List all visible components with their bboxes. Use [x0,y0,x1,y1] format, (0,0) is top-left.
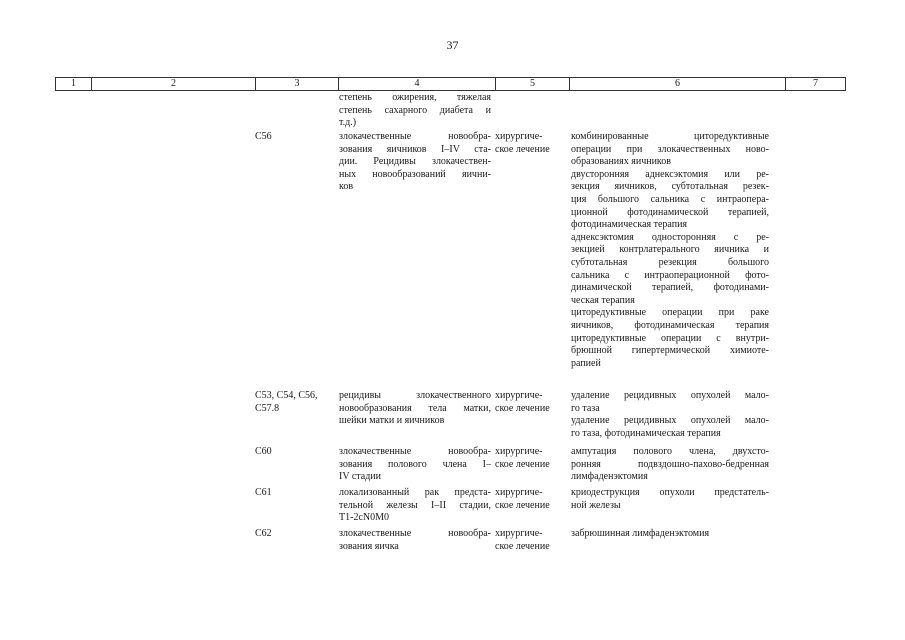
text-line: ческая терапия [571,294,635,306]
text-line: двусторонняя аднексэктомия или ре- [571,168,769,180]
text-line: забрюшинная лимфаденэктомия [571,528,710,539]
text-line: ское лечение [495,458,550,470]
method-cell [571,446,769,484]
text-line: циторедуктивные операции при раке [571,307,769,319]
text-line: ское лечение [495,143,550,155]
column-header-6: 6 [569,78,785,90]
text-line: C60 [255,446,272,457]
table-header [55,77,846,91]
method-cell [571,131,769,370]
text-line: го таза [571,402,600,414]
text-line: зования яичка [339,540,399,552]
text-line: C57.8 [255,402,280,414]
text-line: удаление рецидивных опухолей мало- [571,390,769,401]
diagnosis-cell [339,528,491,553]
column-header-4: 4 [338,78,495,90]
text-line: т.д.) [339,117,357,129]
text-line: рецидивы злокачественного [339,390,491,401]
method-cell [571,487,769,512]
column-header-3: 3 [255,78,338,90]
text-line: хирургиче- [495,390,543,401]
text-line: зования полового члена I– [339,458,491,470]
text-line: ных новообразований яични- [339,168,491,180]
text-line: C53, C54, C56, [255,390,318,401]
code-cell [255,487,335,500]
text-line: локализованный рак предста- [339,487,491,498]
diagnosis-cell [339,390,491,428]
text-line: брюшной гипертермической химиоте- [571,345,769,357]
text-line: хирургиче- [495,446,543,457]
text-line: циторедуктивные операции с внутри- [571,332,769,344]
page-number: 37 [446,38,459,52]
diagnosis-cell [339,446,491,484]
column-header-7: 7 [785,78,846,90]
column-header-2: 2 [91,78,255,90]
text-line: ционной фотодинамической терапией, [571,206,769,218]
text-line: зекция яичников, субтотальная резек- [571,181,769,193]
text-line: новообразования тела матки, [339,402,491,414]
text-line: T1-2cN0M0 [339,512,389,524]
text-line: сальника с интраоперационной фото- [571,269,769,281]
column-header-5: 5 [495,78,569,90]
text-line: C61 [255,487,272,498]
column-header-1: 1 [55,78,91,90]
text-line: ское лечение [495,540,550,552]
text-line: степень сахарного диабета и [339,104,491,116]
text-line: зекцией контрлатерального яичника и [571,244,769,256]
text-line: ков [339,181,354,193]
treatment-cell [495,446,567,471]
treatment-cell [495,390,567,415]
text-line: ной железы [571,499,621,511]
treatment-cell [495,487,567,512]
diagnosis-cell [339,92,491,130]
code-cell [255,446,335,459]
text-line: криодеструкция опухоли предстатель- [571,487,769,498]
diagnosis-cell [339,487,491,525]
text-line: ское лечение [495,402,550,414]
text-line: го таза, фотодинамическая терапия [571,427,721,439]
text-line: хирургиче- [495,528,543,539]
text-line: дии. Рецидивы злокачествен- [339,156,491,168]
text-line: C62 [255,528,272,539]
diagnosis-cell [339,131,491,194]
text-line: яичников, фотодинамическая терапия [571,319,769,331]
text-line: субтотальная резекция большого [571,256,769,268]
text-line: комбинированные циторедуктивные [571,131,769,142]
text-line: фотодинамическая терапия [571,219,688,231]
code-cell [255,528,335,541]
text-line: шейки матки и яичников [339,415,445,427]
text-line: ское лечение [495,499,550,511]
code-cell [255,131,335,144]
text-line: хирургиче- [495,131,543,142]
text-line: злокачественные новообра- [339,528,491,539]
text-line: аднексэктомия односторонняя с ре- [571,231,769,243]
text-line: злокачественные новообра- [339,131,491,142]
text-line: удаление рецидивных опухолей мало- [571,415,769,427]
text-line: ронняя подвздошно-пахово-бедренная [571,458,769,470]
text-line: тельной железы I–II стадии, [339,499,491,511]
text-line: зования яичников I–IV ста- [339,143,491,155]
text-line: злокачественные новообра- [339,446,491,457]
text-line: образованиях яичников [571,156,672,168]
text-line: рапией [571,357,601,369]
text-line: операции при злокачественных ново- [571,143,769,155]
text-line: IV стадии [339,471,382,483]
method-cell [571,390,769,440]
text-line: степень ожирения, тяжелая [339,92,491,103]
text-line: хирургиче- [495,487,543,498]
text-line: ция большого сальника с интраопера- [571,193,769,205]
treatment-cell [495,131,567,156]
method-cell [571,528,769,541]
text-line: ампутация полового члена, двухсто- [571,446,769,457]
text-line: динамической терапией, фотодинами- [571,282,769,294]
treatment-cell [495,528,567,553]
text-line: лимфаденэктомия [571,471,648,483]
code-cell [255,390,335,415]
text-line: C56 [255,131,272,142]
